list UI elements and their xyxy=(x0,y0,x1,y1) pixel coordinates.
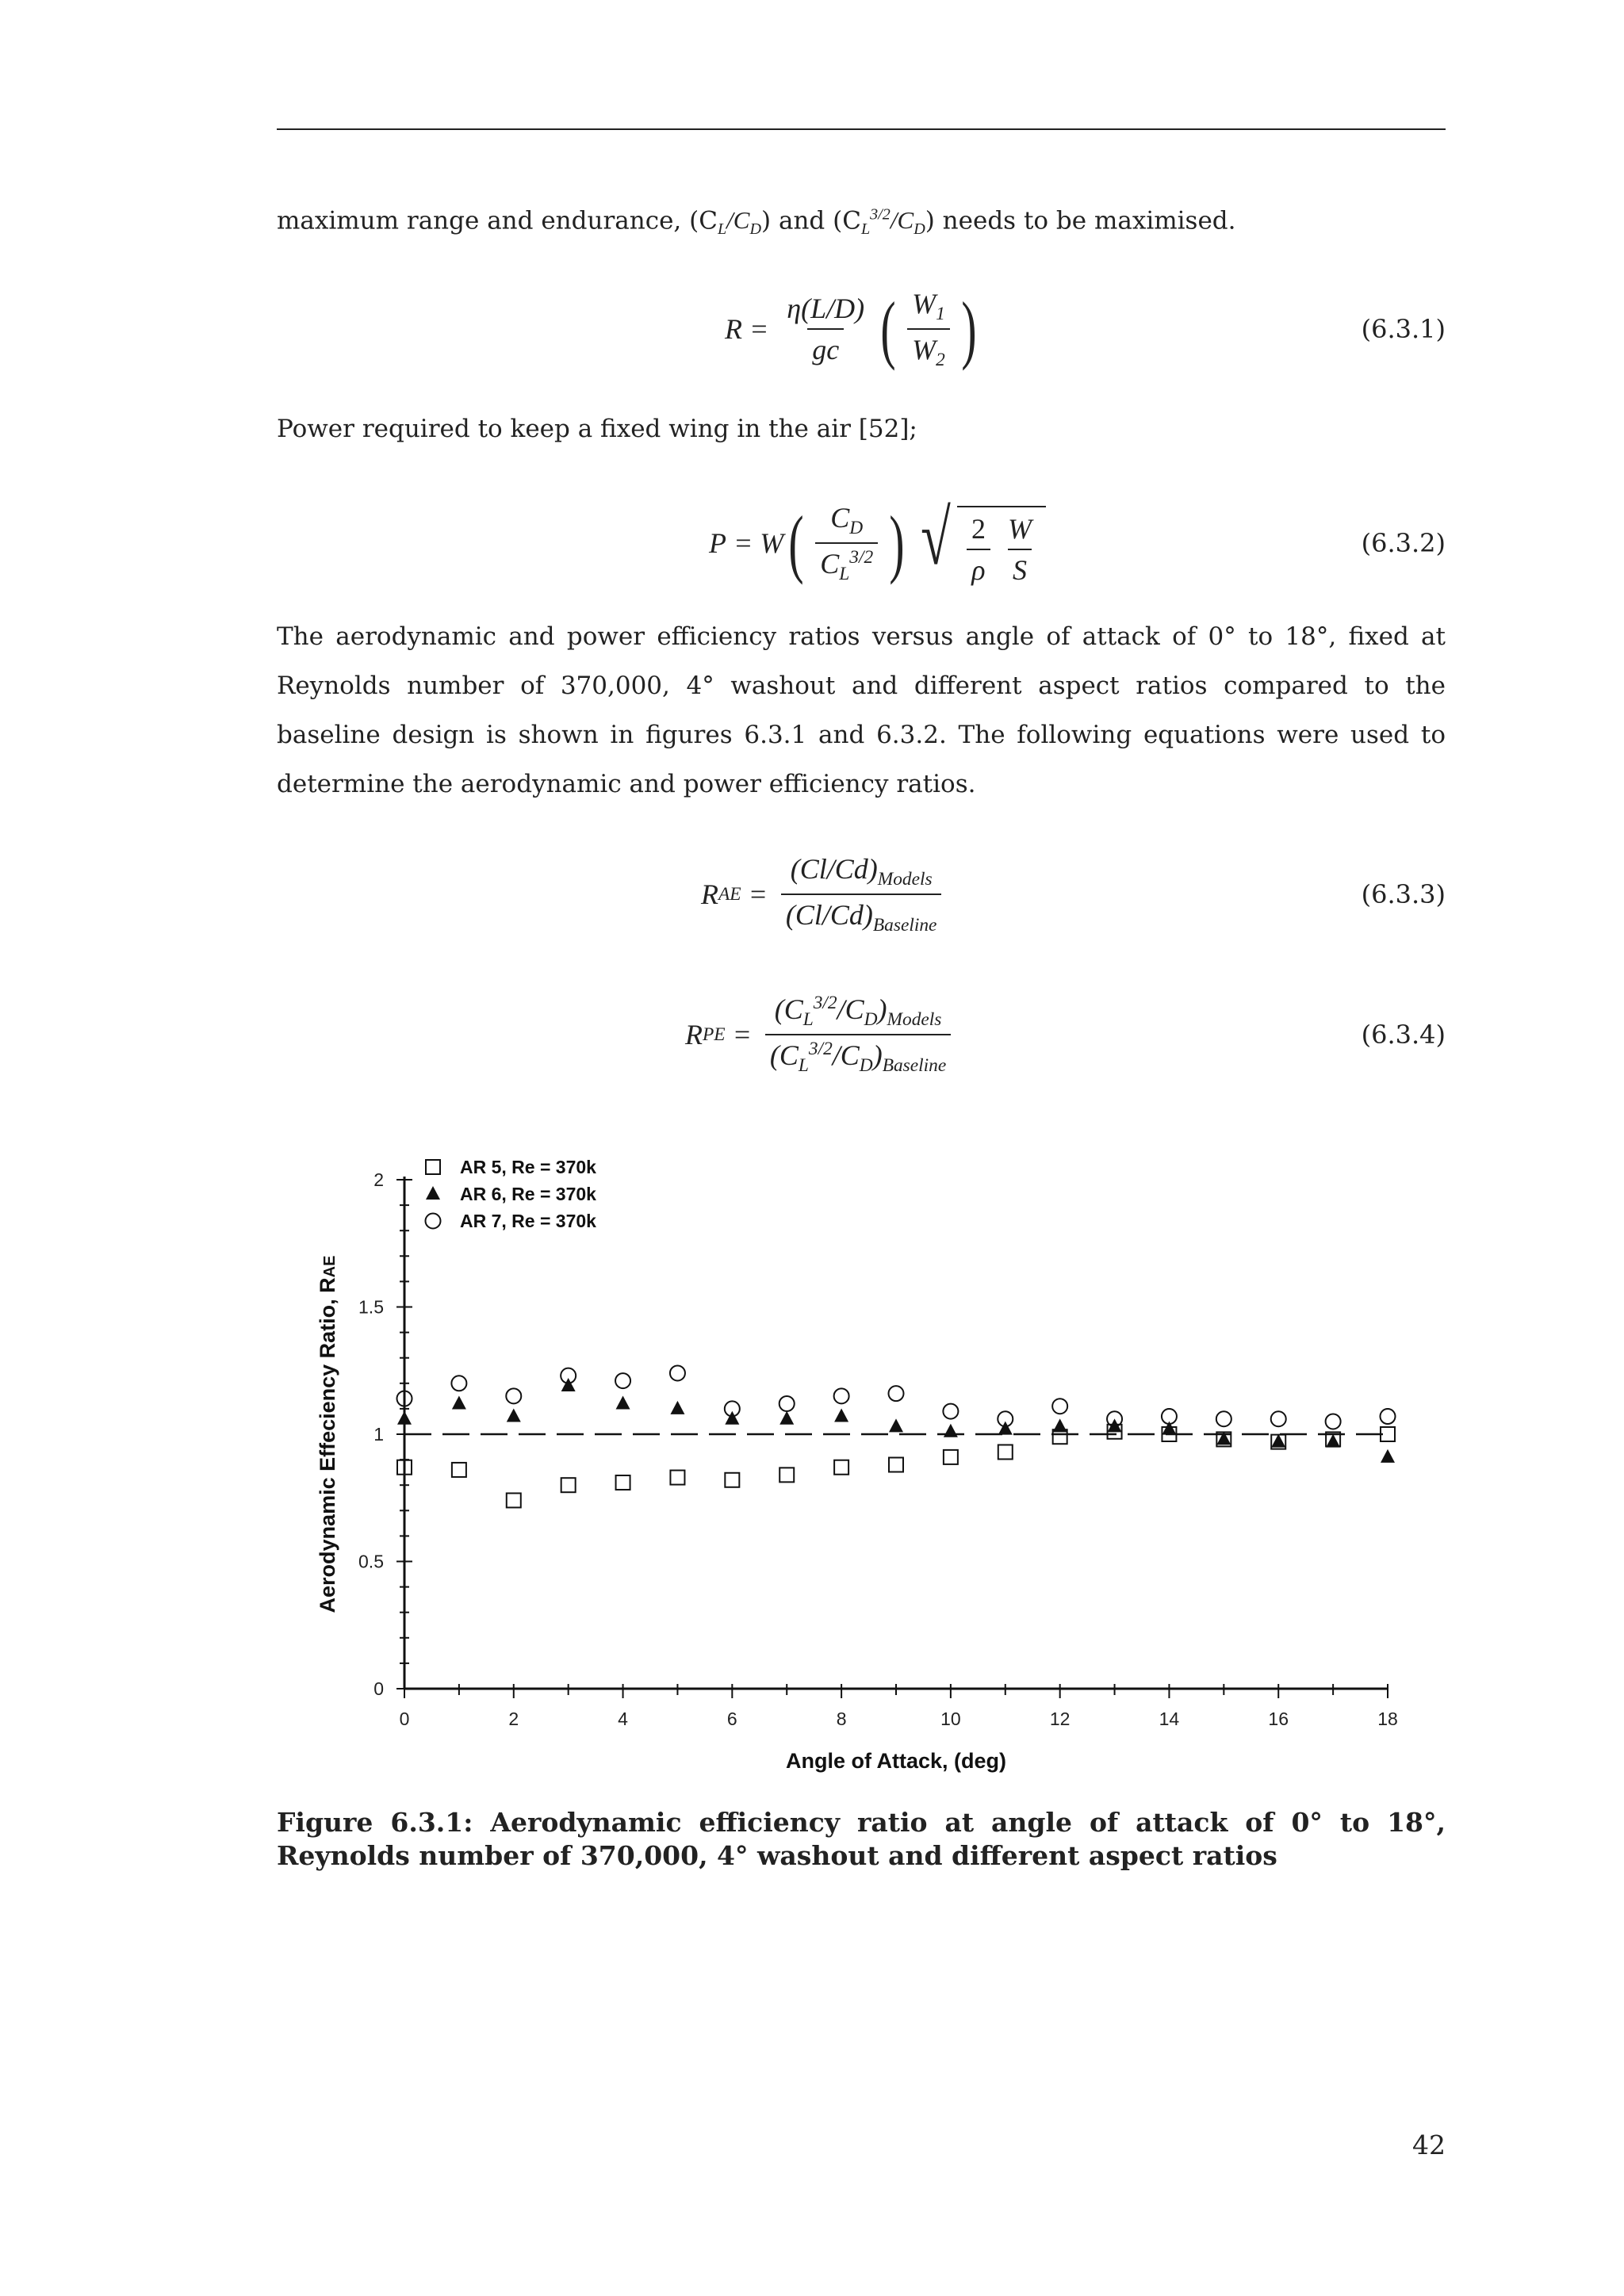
y-axis-title: Aerodynamic Effeciency Ratio, RAE xyxy=(316,1255,339,1613)
efficiency-ratio-chart xyxy=(301,1142,1411,1792)
data-point-filled-triangle xyxy=(452,1395,466,1409)
y-tick-label: 0 xyxy=(373,1678,384,1699)
data-point-filled-triangle xyxy=(1053,1418,1067,1432)
header-rule xyxy=(277,128,1446,130)
x-tick-label: 8 xyxy=(836,1709,847,1729)
data-point-filled-triangle xyxy=(397,1411,412,1425)
data-point-filled-triangle xyxy=(1381,1449,1395,1463)
data-point-filled-triangle xyxy=(507,1409,521,1422)
equation-number: (6.3.4) xyxy=(1361,1020,1446,1050)
legend-marker xyxy=(426,1186,440,1200)
data-point-filled-triangle xyxy=(725,1411,739,1425)
x-axis-title: Angle of Attack, (deg) xyxy=(785,1749,1007,1773)
data-point-filled-triangle xyxy=(1271,1434,1285,1448)
equation-number: (6.3.1) xyxy=(1361,314,1446,344)
data-point-open-square xyxy=(507,1493,521,1507)
data-point-filled-triangle xyxy=(834,1409,848,1422)
data-point-open-square xyxy=(616,1475,630,1490)
y-tick-label: 2 xyxy=(373,1169,384,1190)
data-point-open-circle xyxy=(1271,1411,1286,1426)
chart-axes xyxy=(358,1169,1398,1729)
data-point-open-circle xyxy=(943,1404,958,1419)
chart-marks xyxy=(397,1365,1396,1507)
legend-label: AR 5, Re = 370k xyxy=(460,1157,596,1177)
data-point-filled-triangle xyxy=(1326,1434,1340,1448)
data-point-open-square xyxy=(889,1458,903,1472)
x-tick-label: 12 xyxy=(1049,1709,1071,1729)
x-tick-label: 14 xyxy=(1159,1709,1180,1729)
data-point-open-circle xyxy=(1381,1409,1396,1424)
legend-label: AR 7, Re = 370k xyxy=(460,1211,596,1231)
x-tick-label: 10 xyxy=(940,1709,961,1729)
chart-legend xyxy=(426,1157,597,1231)
intro-line: maximum range and endurance, $(C_L/C_D)$ and $(C_L^{3/2}/C_D)$ needs to be maximised. xyxy=(277,206,1236,239)
equation-number: (6.3.3) xyxy=(1361,879,1446,909)
data-point-open-circle xyxy=(451,1376,466,1391)
data-point-open-square xyxy=(725,1473,739,1487)
x-tick-label: 18 xyxy=(1377,1709,1398,1729)
data-point-open-square xyxy=(779,1468,794,1482)
data-point-open-circle xyxy=(1326,1414,1341,1429)
equation-6-3-3: R AE = $\frac{(Cl/Cd)_{Models}}{(Cl/Cd)_{Baseline}}$ (6.3.3) xyxy=(277,839,1446,950)
equation-6-3-1: R = $\frac{\eta(L/D)}{gc}$ ( $\frac{W_1}{W_2}$ ) (6.3.1) xyxy=(277,274,1446,385)
data-point-open-square xyxy=(452,1463,466,1477)
figure-caption: Figure 6.3.1: Aerodynamic efficiency ratio at angle of attack of 0° to 18°, Reynolds number of 370,000, 4° washout and different aspect ratios xyxy=(277,1807,1446,1871)
legend-marker xyxy=(426,1214,441,1229)
data-point-filled-triangle xyxy=(561,1378,576,1391)
data-point-open-circle xyxy=(1216,1411,1231,1426)
data-point-filled-triangle xyxy=(670,1401,684,1414)
equation-6-3-4: R PE = $\frac{(C_L^{3/2}/C_D)_{Models}}{(C_L^{3/2}/C_D)_{Baseline}}$ (6.3.4) xyxy=(277,979,1446,1090)
data-point-open-square xyxy=(561,1478,576,1492)
data-point-open-circle xyxy=(615,1373,630,1388)
data-point-filled-triangle xyxy=(616,1395,630,1409)
data-point-open-circle xyxy=(506,1388,521,1403)
data-point-filled-triangle xyxy=(889,1418,903,1432)
data-point-open-square xyxy=(834,1460,848,1475)
x-tick-label: 0 xyxy=(399,1709,410,1729)
legend-marker xyxy=(426,1160,440,1174)
data-point-filled-triangle xyxy=(998,1422,1013,1435)
power-text: Power required to keep a fixed wing in the air [52]; xyxy=(277,415,917,443)
equation-number: (6.3.2) xyxy=(1361,528,1446,558)
data-point-open-square xyxy=(944,1450,958,1464)
data-point-filled-triangle xyxy=(944,1424,958,1437)
data-point-open-square xyxy=(670,1471,684,1485)
x-tick-label: 6 xyxy=(726,1709,737,1729)
data-point-open-circle xyxy=(779,1396,795,1411)
data-point-open-circle xyxy=(834,1388,849,1403)
data-point-open-circle xyxy=(670,1365,685,1380)
data-point-open-square xyxy=(998,1445,1013,1459)
body-paragraph: The aerodynamic and power efficiency ratios versus angle of attack of 0° to 18°, fixed at Reynolds number of 370,000, 4° washout and different aspect ratios compared to the baseline design is shown in figures 6.3.1 and 6.3.2. The following equations were used to determine the aerodynamic and power efficiency ratios. xyxy=(277,622,1446,798)
equation-6-3-2: P = W ( $\frac{C_D}{C_L^{3/2}}$ ) √ $\frac{2}{\rho}$ $\frac{W}{S}$ (6.3.2) xyxy=(277,488,1446,599)
y-tick-label: 1.5 xyxy=(358,1296,384,1318)
page-number: 42 xyxy=(1412,2130,1446,2160)
data-point-open-circle xyxy=(1052,1399,1067,1414)
y-tick-label: 1 xyxy=(373,1424,384,1445)
y-tick-label: 0.5 xyxy=(358,1551,384,1572)
x-tick-label: 4 xyxy=(618,1709,628,1729)
x-tick-label: 16 xyxy=(1268,1709,1289,1729)
data-point-open-circle xyxy=(889,1386,904,1401)
data-point-filled-triangle xyxy=(779,1411,794,1425)
legend-label: AR 6, Re = 370k xyxy=(460,1184,596,1204)
x-tick-label: 2 xyxy=(508,1709,519,1729)
